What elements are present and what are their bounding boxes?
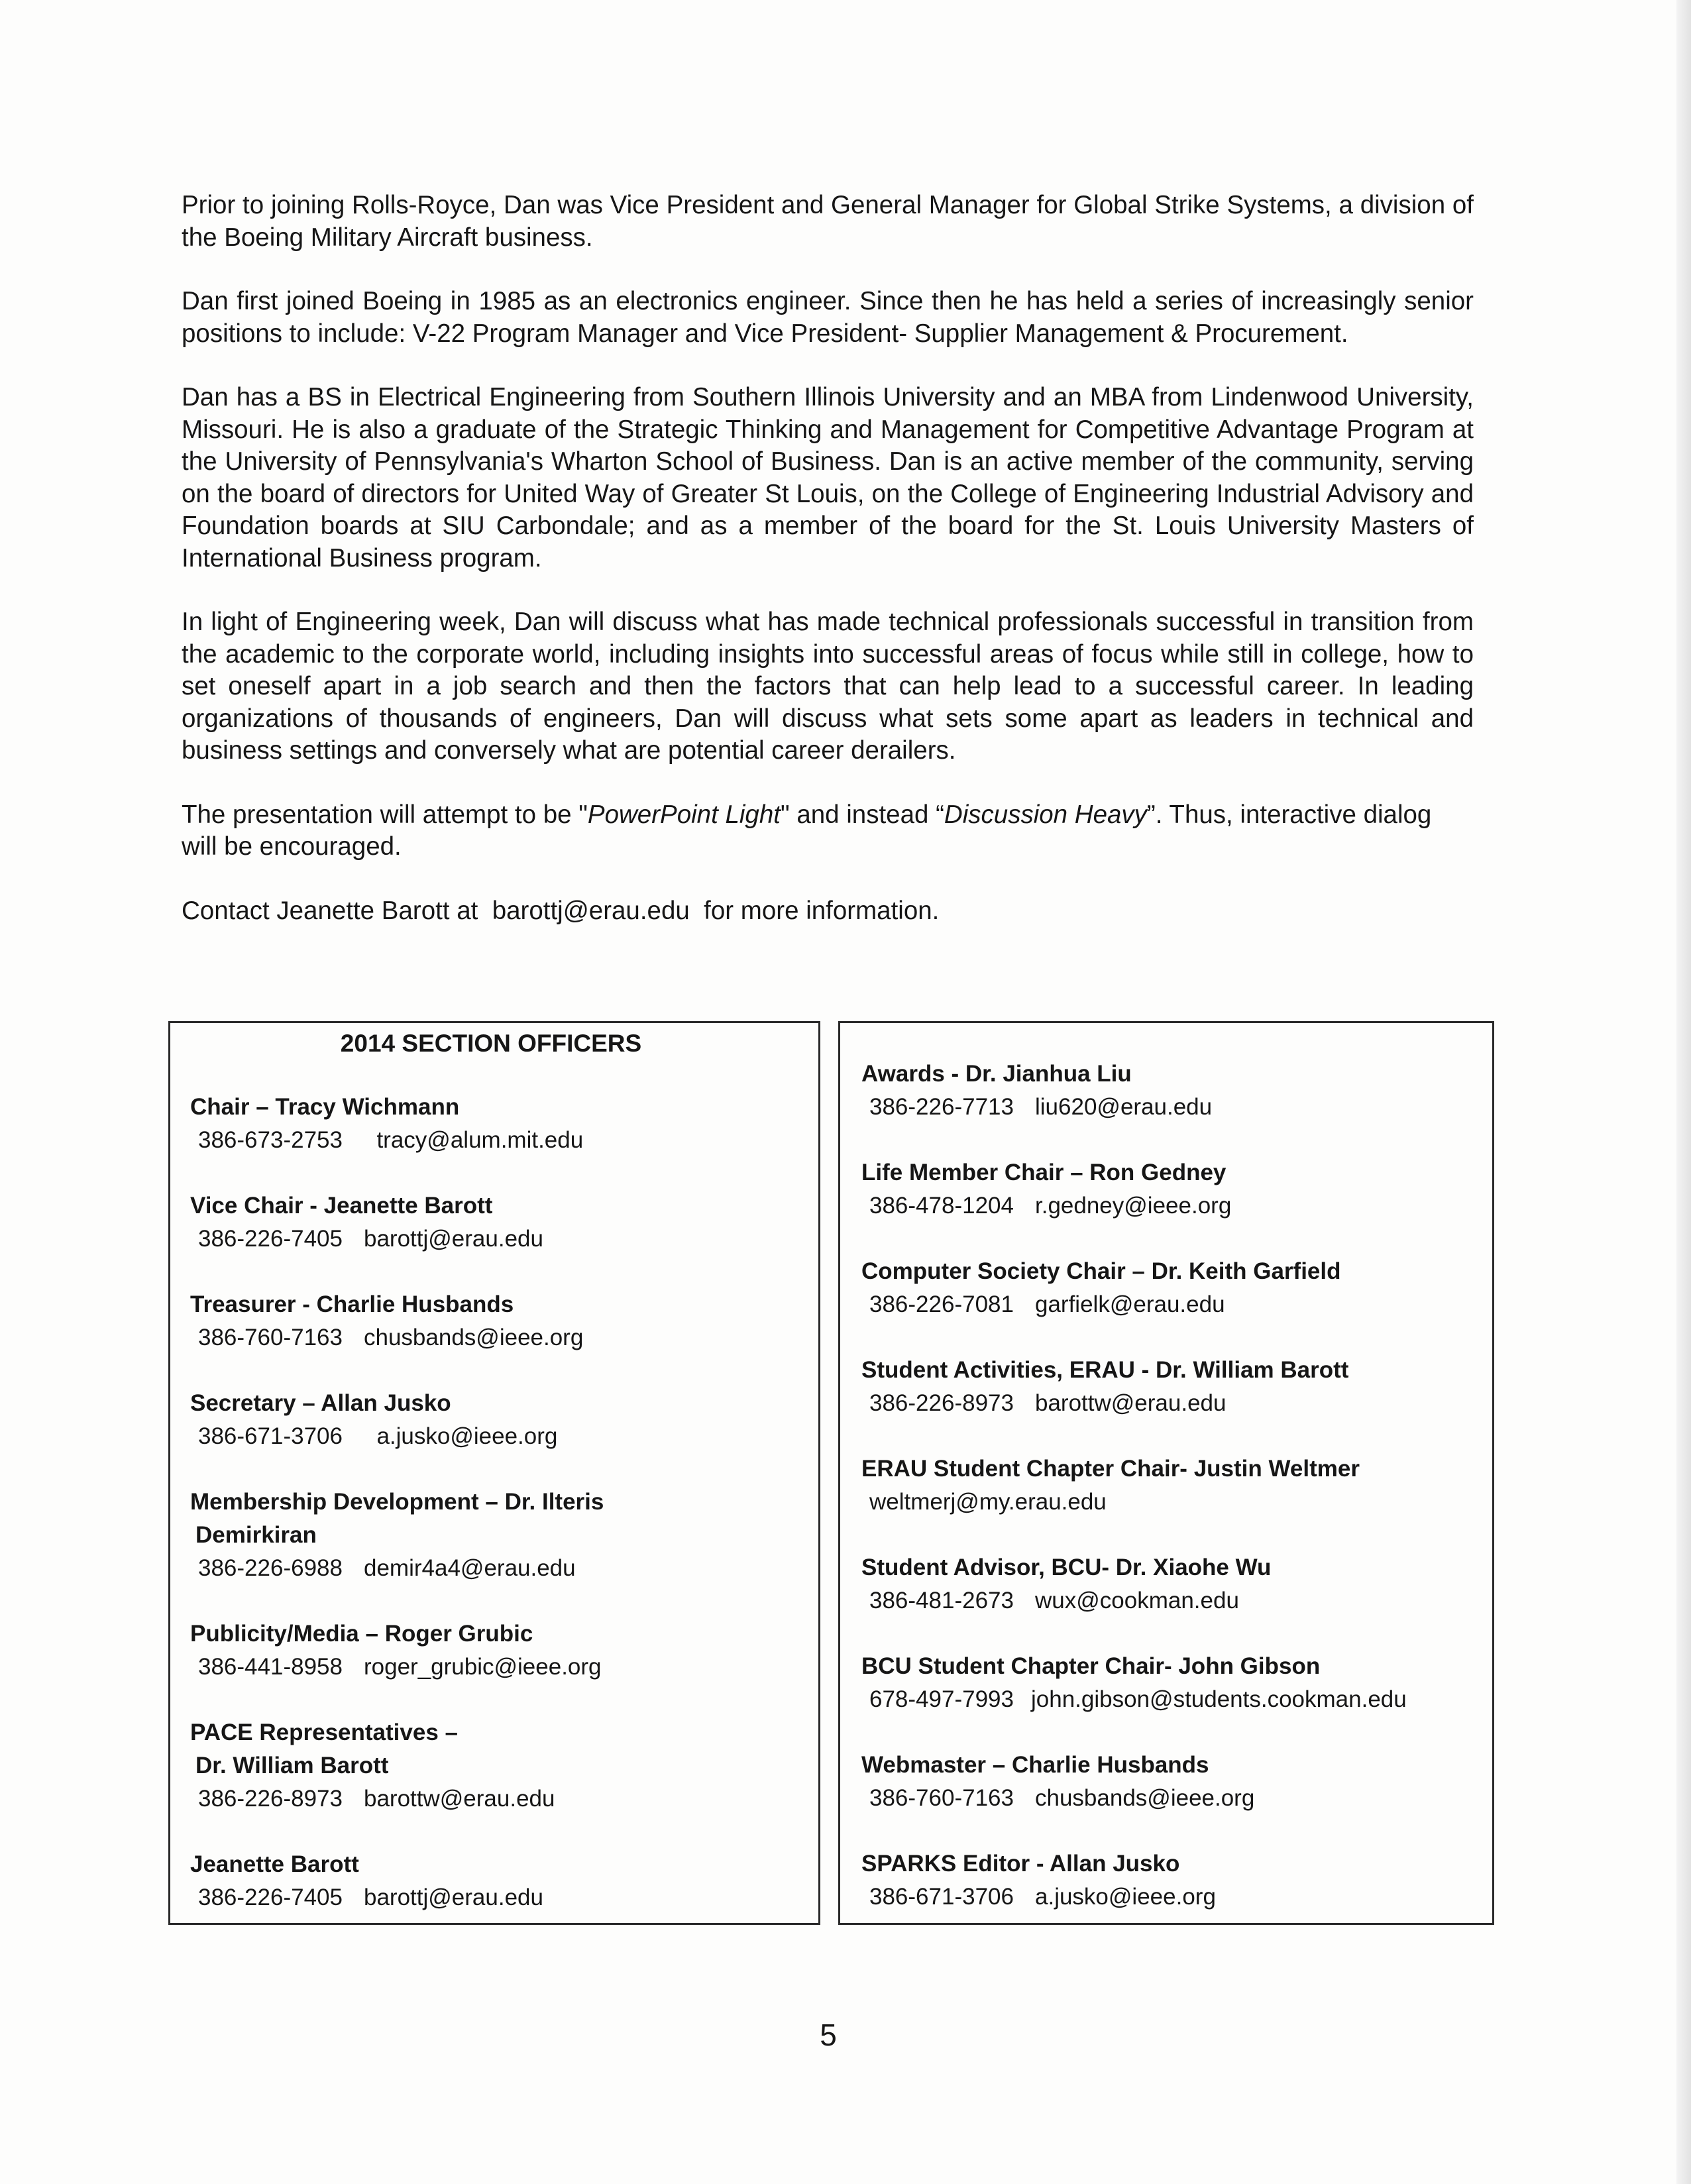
officer-contact (861, 1683, 1479, 1716)
officer-contact (861, 1189, 1479, 1223)
officer-name: BCU Student Chapter Chair- John Gibson (861, 1653, 1321, 1679)
officer-email[interactable]: barottw@erau.edu (364, 1786, 555, 1812)
contact-suffix: for more information. (689, 896, 940, 925)
officer-contact (861, 1881, 1479, 1914)
officer-name: Life Member Chair – Ron Gedney (861, 1160, 1227, 1185)
officer-contact (190, 1651, 805, 1684)
contact-line (182, 895, 1474, 928)
officer-contact (190, 1124, 805, 1157)
officer-entry (861, 1452, 1479, 1519)
officer-entry (190, 1189, 805, 1256)
officer-email[interactable]: r.gedney@ieee.org (1035, 1193, 1232, 1219)
officer-entry (861, 1847, 1479, 1914)
presentation-text-3: ”. Thus, interactive dialog will be encouraged. (182, 800, 1432, 861)
page-number: 5 (820, 2018, 837, 2052)
officer-phone: 386-760-7163 (869, 1785, 1014, 1811)
page-edge-shadow (1676, 0, 1691, 2184)
officer-entry (861, 1650, 1479, 1716)
officer-name: Computer Society Chair – Dr. Keith Garfield (861, 1258, 1341, 1284)
officer-email[interactable]: demir4a4@erau.edu (364, 1555, 576, 1581)
officer-contact (861, 1782, 1479, 1815)
officer-phone: 386-226-7713 (869, 1094, 1014, 1120)
officer-name: Webmaster – Charlie Husbands (861, 1752, 1209, 1778)
presentation-emphasis-2: Discussion Heavy (944, 800, 1147, 829)
paragraph-education: Dan has a BS in Electrical Engineering from Southern Illinois University and an MBA from Lindenwood University, Missouri. He is also a graduate of the Strategic Thinking and Management for Competitive Advantage Program at the University of Pennsylvania's Wharton School of Business. Dan is an active member of the community, serving on the board of directors for United Way of Greater St Louis, on the College of Engineering Industrial Advisory and Foundation boards at SIU Carbondale; and as a member of the board for the St. Louis University Masters of International Business program. (182, 383, 1474, 573)
section-officers-box-left (168, 1021, 820, 1925)
paragraph-talk-topic: In light of Engineering week, Dan will discuss what has made technical professionals successful in transition from the academic to the corporate world, including insights into successful areas of focus while still in college, how to set oneself apart in a job search and then the factors that can help lead to a successful career. In leading organizations of thousands of engineers, Dan will discuss what sets some apart as leaders in technical and business settings and conversely what are potential career derailers. (182, 608, 1474, 765)
officer-email[interactable]: weltmerj@my.erau.edu (869, 1489, 1107, 1515)
officer-contact (861, 1584, 1479, 1617)
officer-name-continued: Demirkiran (195, 1522, 317, 1548)
officer-phone: 386-671-3706 (198, 1423, 343, 1449)
officer-entry (190, 1091, 805, 1157)
officer-name-continued: Dr. William Barott (195, 1753, 389, 1778)
officer-name: SPARKS Editor - Allan Jusko (861, 1851, 1180, 1877)
officer-phone: 386-673-2753 (198, 1127, 343, 1153)
officer-entry (861, 1255, 1479, 1321)
officer-phone: 386-226-7081 (869, 1291, 1014, 1317)
officer-contact (861, 1486, 1479, 1519)
presentation-emphasis-1: PowerPoint Light (587, 800, 781, 829)
officer-entry (190, 1617, 805, 1684)
section-officers-box-right (838, 1021, 1494, 1925)
officer-email[interactable]: barottj@erau.edu (364, 1226, 543, 1252)
officer-email[interactable]: roger_grubic@ieee.org (364, 1654, 602, 1680)
officer-email[interactable]: chusbands@ieee.org (364, 1325, 584, 1350)
officer-contact (190, 1782, 805, 1816)
officer-name: Publicity/Media – Roger Grubic (190, 1621, 533, 1647)
officer-phone: 386-226-8973 (869, 1390, 1014, 1416)
officer-contact (190, 1223, 805, 1256)
officer-email[interactable]: liu620@erau.edu (1035, 1094, 1213, 1120)
paragraph-presentation-format (182, 799, 1474, 863)
officer-name: Student Advisor, BCU- Dr. Xiaohe Wu (861, 1555, 1272, 1580)
officer-entry (190, 1848, 805, 1914)
officer-entry (861, 1749, 1479, 1815)
officer-email[interactable]: chusbands@ieee.org (1035, 1785, 1255, 1811)
officer-phone: 386-226-7405 (198, 1884, 343, 1910)
officer-email[interactable]: john.gibson@students.cookman.edu (1031, 1686, 1407, 1712)
officer-phone: 386-481-2673 (869, 1588, 1014, 1613)
officer-entry (190, 1486, 805, 1585)
officer-entry (861, 1354, 1479, 1420)
officer-phone: 386-226-7405 (198, 1226, 343, 1252)
article-body (182, 190, 1474, 927)
officer-phone: 678-497-7993 (869, 1686, 1014, 1712)
officer-phone: 386-478-1204 (869, 1193, 1014, 1219)
officer-name: PACE Representatives – (190, 1720, 458, 1745)
contact-prefix: Contact Jeanette Barott at (182, 896, 492, 925)
officer-phone: 386-226-6988 (198, 1555, 343, 1581)
officer-name: Student Activities, ERAU - Dr. William Barott (861, 1357, 1349, 1383)
officer-name: Treasurer - Charlie Husbands (190, 1291, 514, 1317)
officer-contact (861, 1288, 1479, 1321)
officer-entry (190, 1387, 805, 1453)
officer-contact (190, 1881, 805, 1914)
officer-email[interactable]: tracy@alum.mit.edu (376, 1127, 584, 1153)
officer-contact (861, 1387, 1479, 1420)
officer-entry (190, 1716, 805, 1816)
officer-contact (190, 1321, 805, 1354)
officer-contact (190, 1552, 805, 1585)
officer-entry (861, 1551, 1479, 1617)
officer-name: Vice Chair - Jeanette Barott (190, 1193, 493, 1219)
paragraph-boeing-career: Dan first joined Boeing in 1985 as an electronics engineer. Since then he has held a series of increasingly senior positions to include: V-22 Program Manager and Vice President- Supplier Management & Procurement. (182, 287, 1474, 348)
officer-phone: 386-760-7163 (198, 1325, 343, 1350)
officer-name: Jeanette Barott (190, 1851, 359, 1877)
officer-entry (861, 1058, 1479, 1124)
officer-email[interactable]: a.jusko@ieee.org (376, 1423, 558, 1449)
paragraph-prior-role: Prior to joining Rolls-Royce, Dan was Vice President and General Manager for Global Strike Systems, a division of the Boeing Military Aircraft business. (182, 191, 1474, 252)
presentation-text-1: The presentation will attempt to be " (182, 800, 588, 829)
officer-email[interactable]: barottj@erau.edu (364, 1884, 543, 1910)
officer-entry (190, 1288, 805, 1354)
officer-name: Secretary – Allan Jusko (190, 1390, 451, 1416)
presentation-text-2: " and instead “ (780, 800, 944, 829)
officer-email[interactable]: barottw@erau.edu (1035, 1390, 1227, 1416)
section-officers-title: 2014 SECTION OFFICERS (340, 1030, 642, 1057)
officer-phone: 386-671-3706 (869, 1884, 1014, 1910)
officer-entry (861, 1156, 1479, 1223)
officer-phone: 386-226-8973 (198, 1786, 343, 1812)
officer-name: Chair – Tracy Wichmann (190, 1094, 460, 1120)
officer-contact (190, 1420, 805, 1453)
officer-name: Membership Development – Dr. Ilteris (190, 1489, 604, 1515)
officer-name: Awards - Dr. Jianhua Liu (861, 1061, 1132, 1087)
officer-contact (861, 1091, 1479, 1124)
officer-email[interactable]: a.jusko@ieee.org (1035, 1884, 1216, 1910)
officer-email[interactable]: garfielk@erau.edu (1035, 1291, 1225, 1317)
contact-email-link[interactable]: barottj@erau.edu (492, 896, 690, 925)
officer-email[interactable]: wux@cookman.edu (1035, 1588, 1239, 1613)
officer-phone: 386-441-8958 (198, 1654, 343, 1680)
officer-name: ERAU Student Chapter Chair- Justin Weltmer (861, 1456, 1360, 1482)
